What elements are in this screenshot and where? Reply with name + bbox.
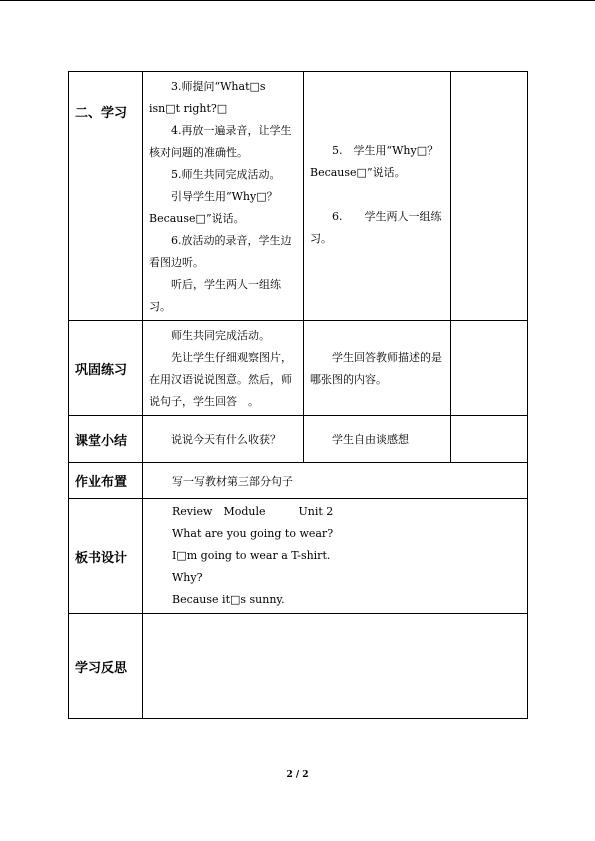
row-label: 二、学习	[69, 72, 143, 321]
board-design-cell	[143, 499, 528, 614]
student-activity-cell	[304, 321, 451, 416]
board-line: Review Module Unit 2	[172, 505, 334, 518]
teacher-step: 说说今天有什么收获？	[171, 433, 281, 446]
table-row	[69, 321, 528, 416]
top-rule	[0, 0, 595, 1]
student-activity-cell	[304, 416, 451, 463]
table-row	[69, 499, 528, 614]
teacher-step: 引导学生用“Why□？Because□”说话。	[149, 190, 278, 225]
reflection-cell	[143, 614, 528, 719]
row-label: 课堂小结	[69, 416, 143, 463]
board-line: Because it□s sunny.	[172, 593, 285, 606]
student-activity-cell	[304, 72, 451, 321]
student-step: 学生回答教师描述的是哪张图的内容。	[310, 351, 442, 386]
notes-cell	[451, 416, 528, 463]
teacher-step: 师生共同完成活动。	[171, 329, 270, 342]
teacher-step: 3.师提问“What□s isn□t right?□	[149, 80, 277, 115]
table-row	[69, 614, 528, 719]
spacer	[310, 184, 446, 206]
teacher-step: 5.师生共同完成活动。	[171, 168, 281, 181]
student-step: 6. 学生两人一组练习。	[310, 210, 442, 245]
board-line: I□m going to wear a T-shirt.	[172, 549, 331, 562]
row-label: 作业布置	[69, 463, 143, 499]
table-row	[69, 463, 528, 499]
row-label: 巩固练习	[69, 321, 143, 416]
notes-cell	[451, 72, 528, 321]
board-line: What are you going to wear?	[172, 527, 334, 540]
student-step: 学生自由谈感想	[332, 433, 409, 446]
lesson-plan-table	[68, 71, 528, 719]
teacher-activity-cell	[143, 321, 304, 416]
teacher-step: 6.放活动的录音，学生边看图边听。	[149, 234, 292, 269]
teacher-step: 听后，学生两人一组练习。	[149, 278, 281, 313]
homework-text: 写一写教材第三部分句子	[172, 474, 293, 488]
table-row	[69, 416, 528, 463]
page-number: 2 / 2	[286, 770, 309, 780]
table-row	[69, 72, 528, 321]
teacher-activity-cell	[143, 416, 304, 463]
teacher-step: 4.再放一遍录音，让学生核对问题的准确性。	[149, 124, 292, 159]
row-label: 板书设计	[69, 499, 143, 614]
teacher-activity-cell	[143, 72, 304, 321]
student-step: 5. 学生用“Why□？Because□”说话。	[310, 144, 439, 179]
row-label: 学习反思	[69, 614, 143, 719]
teacher-step: 先让学生仔细观察图片，在用汉语说说图意。然后，师说句子，学生回答 。	[149, 351, 292, 408]
notes-cell	[451, 321, 528, 416]
homework-cell	[143, 463, 528, 499]
board-line: Why?	[172, 571, 203, 584]
